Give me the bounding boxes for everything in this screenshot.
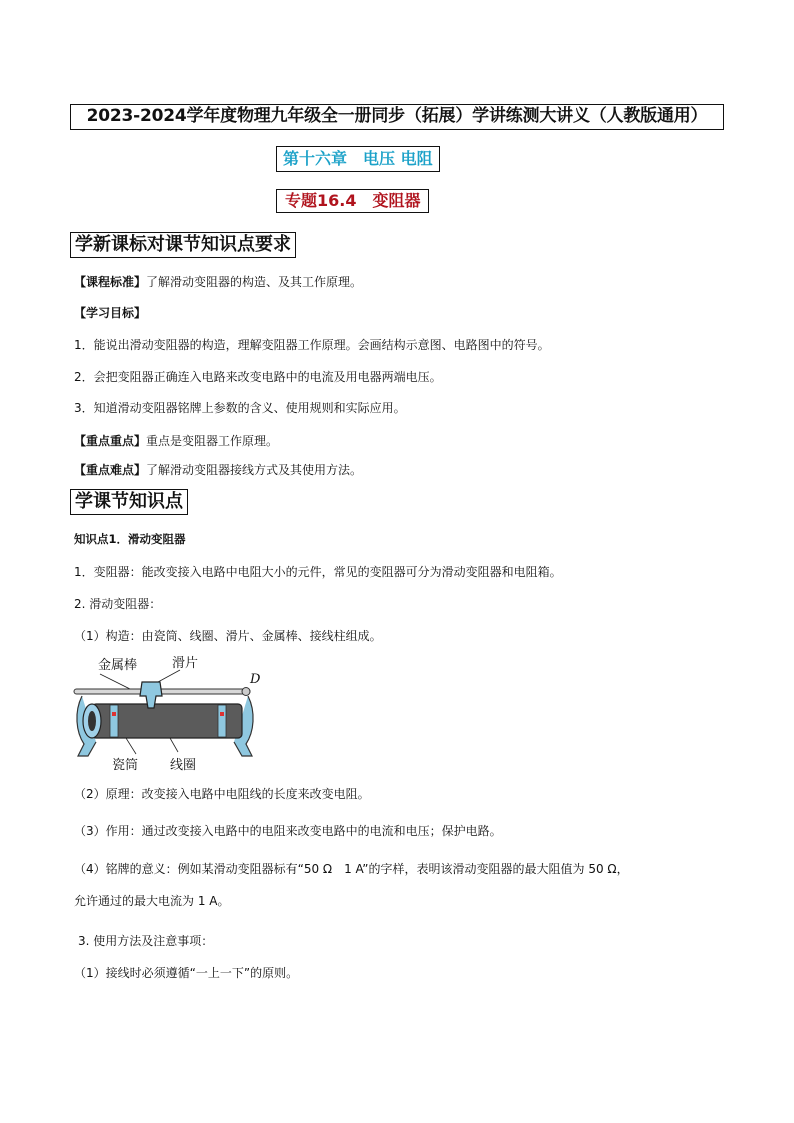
paragraph: 1．变阻器：能改变接入电路中电阻大小的元件，常见的变阻器可分为滑动变阻器和电阻箱。 (74, 565, 562, 579)
learning-goals-label: 【学习目标】 (74, 306, 147, 320)
label-slider: 滑片 (172, 656, 199, 671)
paragraph: 2. 滑动变阻器： (74, 597, 162, 611)
paragraph: （1）接线时必须遵循“一上一下”的原则。 (74, 966, 299, 980)
topic-title: 专题16.4 变阻器 (276, 189, 429, 213)
label-metal-rod: 金属棒 (98, 658, 138, 673)
difficulty-point (74, 462, 362, 478)
paragraph: （3）作用：通过改变接入电路中的电阻来改变电路中的电流和电压；保护电路。 (74, 824, 502, 838)
label-terminal-d: D (250, 672, 261, 687)
learning-goal: 2．会把变阻器正确连入电路来改变电路中的电流及用电器两端电压。 (74, 370, 442, 384)
label-coil: 线圈 (170, 758, 197, 773)
course-standard (74, 274, 362, 290)
paragraph: （4）铭牌的意义：例如某滑动变阻器标有“50 Ω 1 A”的字样，表明该滑动变阻器的最大阻值为 50 Ω， (74, 862, 629, 876)
key-point (74, 433, 278, 449)
chapter-title: 第十六章 电压 电阻 (276, 146, 440, 172)
document-title: 2023-2024学年度物理九年级全一册同步（拓展）学讲练测大讲义（人教版通用） (70, 104, 724, 130)
learning-goal: 1．能说出滑动变阻器的构造，理解变阻器工作原理。会画结构示意图、电路图中的符号。 (74, 338, 550, 352)
learning-goal: 3．知道滑动变阻器铭牌上参数的含义、使用规则和实际应用。 (74, 401, 406, 415)
section-heading-requirements: 学新课标对课节知识点要求 (70, 232, 296, 258)
knowledge-point-title: 知识点1．滑动变阻器 (74, 532, 186, 546)
paragraph: 3. 使用方法及注意事项： (78, 934, 214, 948)
paragraph: （2）原理：改变接入电路中电阻线的长度来改变电阻。 (74, 787, 370, 801)
difficulty-text: 了解滑动变阻器接线方式及其使用方法。 (146, 463, 363, 477)
difficulty-label: 【重点难点】 (74, 463, 147, 477)
paragraph: 允许通过的最大电流为 1 A。 (74, 894, 230, 908)
paragraph: （1）构造：由瓷筒、线圈、滑片、金属棒、接线柱组成。 (74, 629, 382, 643)
label-ceramic-tube: 瓷筒 (112, 758, 139, 773)
key-point-text: 重点是变阻器工作原理。 (146, 434, 279, 448)
key-point-label: 【重点重点】 (74, 434, 147, 448)
course-standard-label: 【课程标准】 (74, 275, 147, 289)
course-standard-text: 了解滑动变阻器的构造、及其工作原理。 (146, 275, 363, 289)
sliding-rheostat-figure (70, 652, 270, 774)
section-heading-knowledge: 学课节知识点 (70, 489, 188, 515)
